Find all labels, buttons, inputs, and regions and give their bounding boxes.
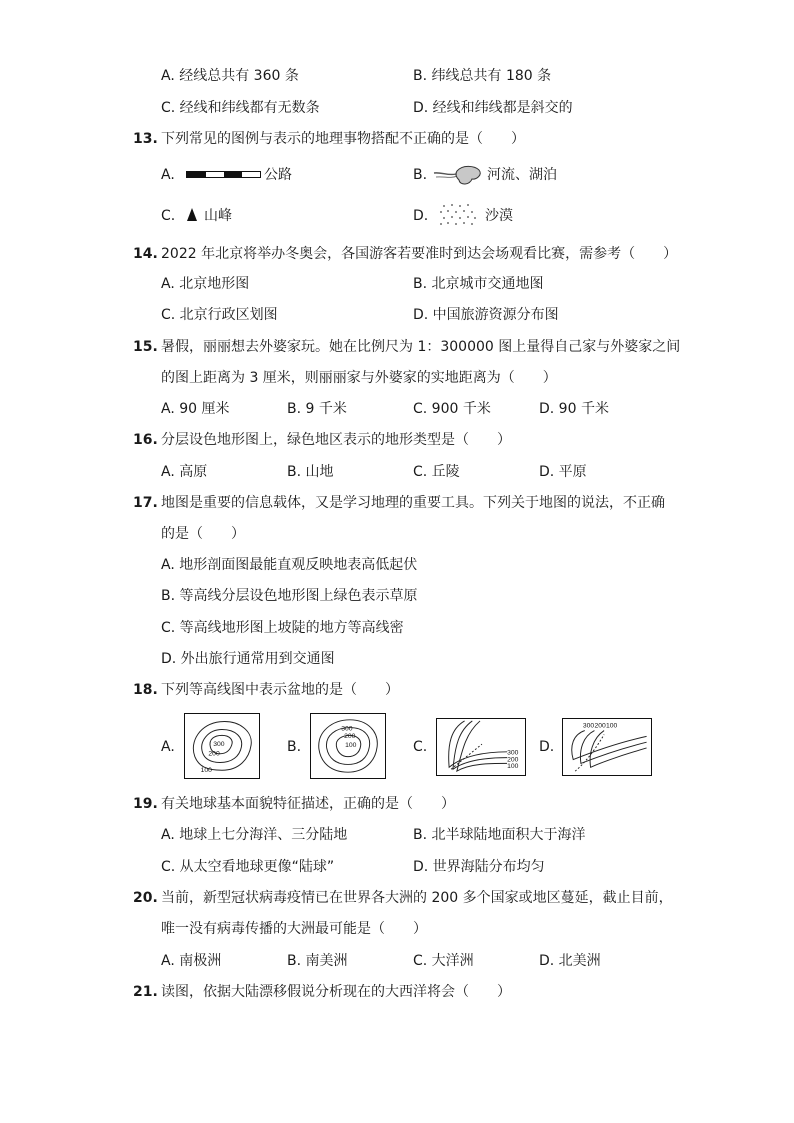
contour-map-a <box>184 713 260 779</box>
q15-stem-line2: 的图上距离为 3 厘米，则丽丽家与外婆家的实地距离为（ ） <box>161 370 557 386</box>
map-a-label-300: 300 <box>213 741 225 748</box>
q13-option-a-letter: A. <box>161 167 175 183</box>
q15-stem-line1: 暑假，丽丽想去外婆家玩。她在比例尺为 1：300000 图上量得自己家与外婆家之间 <box>161 339 681 355</box>
q18-option-b-letter: B. <box>287 739 302 755</box>
q18-option-a-letter: A. <box>161 739 175 755</box>
q19-option-c: C. 从太空看地球更像“陆球” <box>161 859 335 875</box>
desert-legend-icon <box>438 201 478 229</box>
q17-option-c: C. 等高线地形图上坡陡的地方等高线密 <box>161 620 404 636</box>
q13-option-b-label: 河流、湖泊 <box>487 167 557 183</box>
q21-stem: 读图，依据大陆漂移假说分析现在的大西洋将会（ ） <box>161 984 511 1000</box>
q13-number: 13. <box>133 131 158 147</box>
q13-option-d-letter: D. <box>413 208 429 224</box>
map-d-label-200: 200 <box>594 722 606 730</box>
q14-option-c: C. 北京行政区划图 <box>161 307 278 323</box>
q13-option-d-label: 沙漠 <box>485 208 513 224</box>
q15-option-b: B. 9 千米 <box>287 401 347 417</box>
q15-number: 15. <box>133 339 158 355</box>
q13-option-c-label: 山峰 <box>204 208 232 224</box>
q12-option-d: D. 经线和纬线都是斜交的 <box>413 100 573 116</box>
contour-map-b <box>310 713 386 779</box>
q20-stem-line2: 唯一没有病毒传播的大洲最可能是（ ） <box>161 921 427 937</box>
map-c-label-100: 100 <box>507 763 519 771</box>
q14-stem: 2022 年北京将举办冬奥会，各国游客若要准时到达会场观看比赛，需参考（ ） <box>161 246 678 262</box>
q20-option-c: C. 大洋洲 <box>413 953 474 969</box>
q15-option-c: C. 900 千米 <box>413 401 491 417</box>
q12-option-a: A. 经线总共有 360 条 <box>161 68 299 84</box>
map-a-label-200: 200 <box>208 750 220 758</box>
q16-option-b: B. 山地 <box>287 464 334 480</box>
q19-stem: 有关地球基本面貌特征描述，正确的是（ ） <box>161 796 455 812</box>
q15-option-d: D. 90 千米 <box>539 401 609 417</box>
q17-number: 17. <box>133 495 158 511</box>
q18-number: 18. <box>133 682 158 698</box>
q20-option-b: B. 南美洲 <box>287 953 348 969</box>
mountain-peak-icon <box>186 207 198 222</box>
q13-option-c-letter: C. <box>161 208 176 224</box>
map-b-label-200: 200 <box>344 733 356 741</box>
map-d-label-300: 300 <box>582 722 595 730</box>
q13-option-b-letter: B. <box>413 167 428 183</box>
q20-option-d: D. 北美洲 <box>539 953 601 969</box>
q18-stem: 下列等高线图中表示盆地的是（ ） <box>161 682 399 698</box>
q21-number: 21. <box>133 984 158 1000</box>
q13-stem: 下列常见的图例与表示的地理事物搭配不正确的是（ ） <box>161 131 525 147</box>
q20-number: 20. <box>133 890 158 906</box>
map-c-label-300: 300 <box>507 749 519 757</box>
q17-option-a: A. 地形剖面图最能直观反映地表高低起伏 <box>161 557 418 573</box>
q19-option-a: A. 地球上七分海洋、三分陆地 <box>161 827 348 843</box>
q20-stem-line1: 当前，新型冠状病毒疫情已在世界各大洲的 200 多个国家或地区蔓延，截止目前， <box>161 890 673 906</box>
q12-option-c: C. 经线和纬线都有无数条 <box>161 100 320 116</box>
map-d-label-100: 100 <box>606 722 618 730</box>
map-c-label-200: 200 <box>507 756 519 764</box>
q19-option-d: D. 世界海陆分布均匀 <box>413 859 545 875</box>
q17-stem-line2: 的是（ ） <box>161 526 245 542</box>
q19-number: 19. <box>133 796 158 812</box>
road-legend-icon <box>186 170 262 180</box>
q20-option-a: A. 南极洲 <box>161 953 222 969</box>
q16-stem: 分层设色地形图上，绿色地区表示的地形类型是（ ） <box>161 432 511 448</box>
q14-option-d: D. 中国旅游资源分布图 <box>413 307 559 323</box>
river-lake-legend-icon <box>432 161 484 189</box>
map-b-label-300: 300 <box>341 725 353 733</box>
q16-option-d: D. 平原 <box>539 464 587 480</box>
q14-option-a: A. 北京地形图 <box>161 276 250 292</box>
q16-option-a: A. 高原 <box>161 464 208 480</box>
contour-map-c <box>436 718 526 776</box>
q14-number: 14. <box>133 246 158 262</box>
q18-option-d-letter: D. <box>539 739 555 755</box>
q18-option-c-letter: C. <box>413 739 428 755</box>
map-b-label-100: 100 <box>345 741 357 749</box>
contour-map-d <box>562 718 652 776</box>
q17-option-d: D. 外出旅行通常用到交通图 <box>161 651 335 667</box>
q17-stem-line1: 地图是重要的信息载体，又是学习地理的重要工具。下列关于地图的说法，不正确 <box>161 495 665 511</box>
q12-option-b: B. 纬线总共有 180 条 <box>413 68 552 84</box>
q16-number: 16. <box>133 432 158 448</box>
q16-option-c: C. 丘陵 <box>413 464 460 480</box>
q19-option-b: B. 北半球陆地面积大于海洋 <box>413 827 586 843</box>
map-a-label-100: 100 <box>200 767 212 775</box>
q14-option-b: B. 北京城市交通地图 <box>413 276 544 292</box>
q15-option-a: A. 90 厘米 <box>161 401 230 417</box>
q17-option-b: B. 等高线分层设色地形图上绿色表示草原 <box>161 588 418 604</box>
q13-option-a-label: 公路 <box>264 167 292 183</box>
